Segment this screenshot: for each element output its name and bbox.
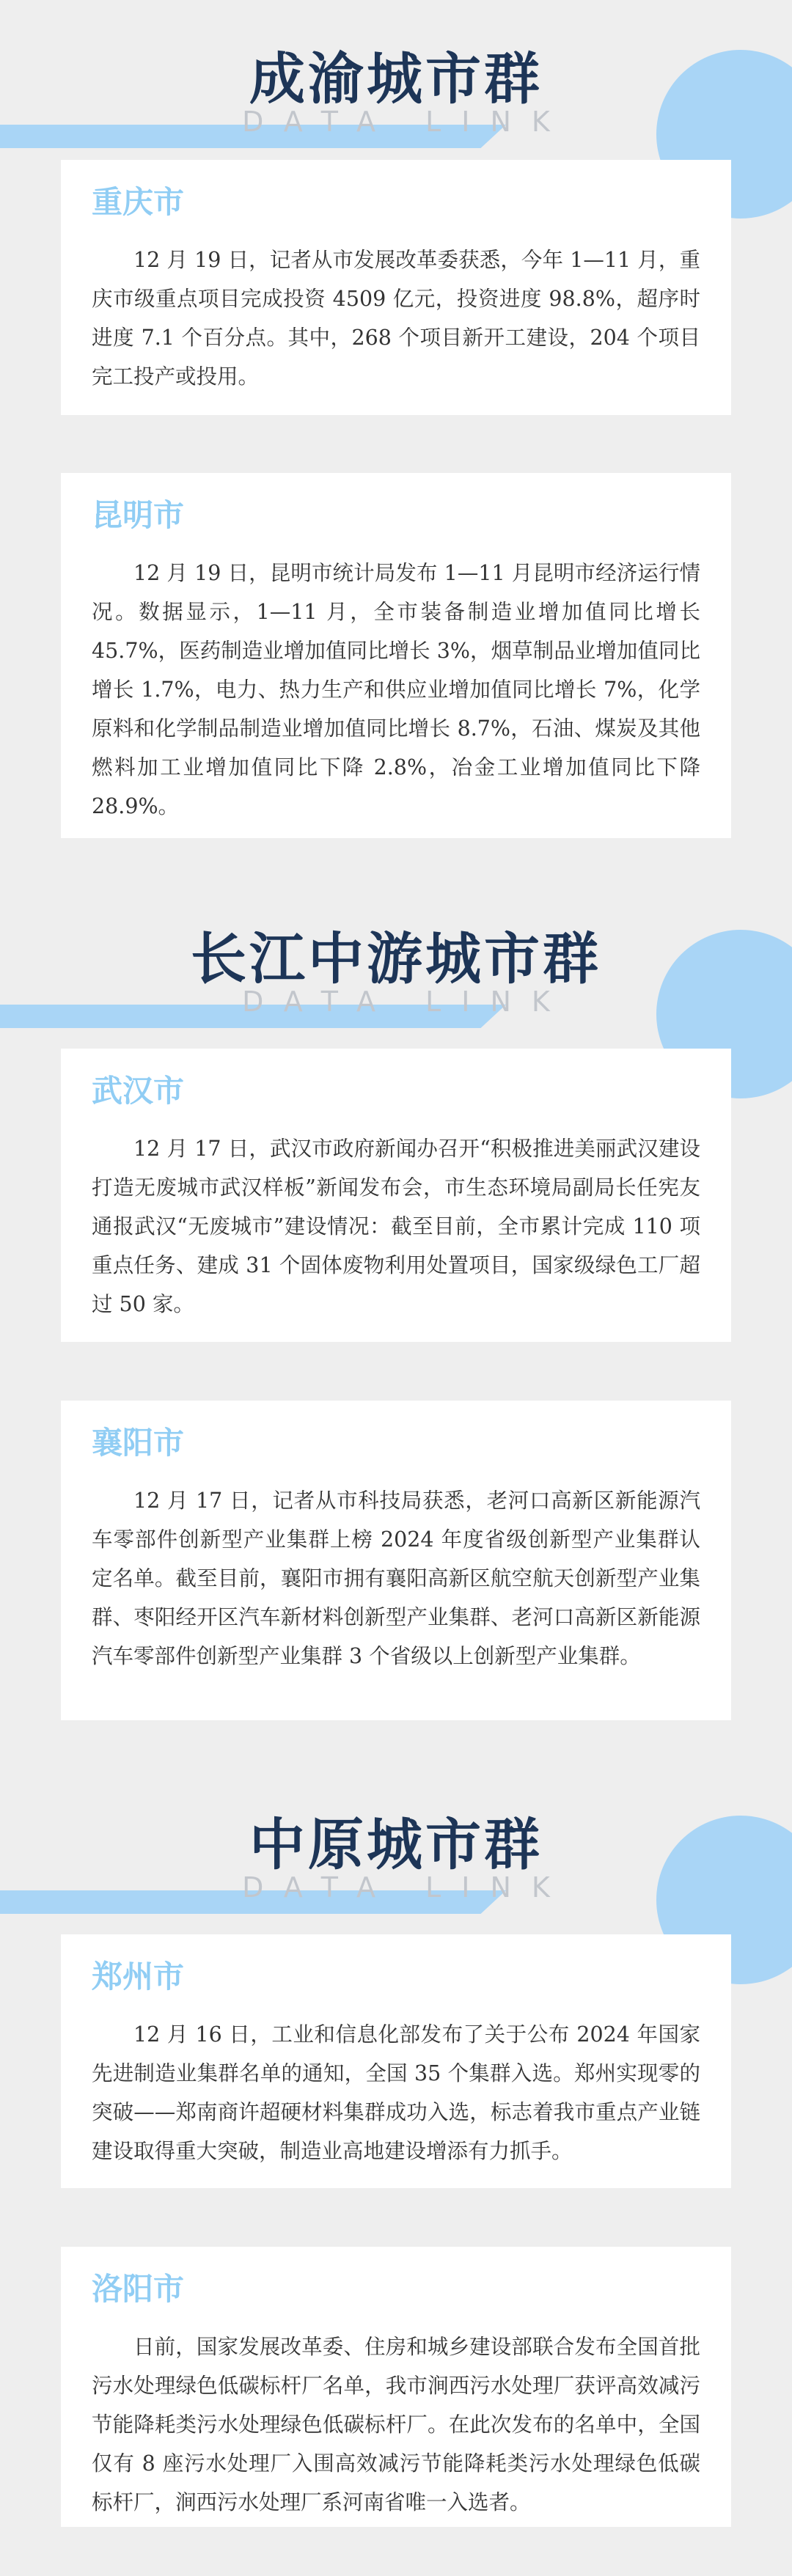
section-subtitle: DATA LINK (242, 106, 571, 138)
section-header-central-plains (0, 1808, 792, 1955)
card-body-text: 12 月 16 日，工业和信息化部发布了关于公布 2024 年国家先进制造业集群名单的通知，全国 35 个集群入选。郑州实现零的突破——郑南商许超硬材料集群成功入选，标志着我市重点产业链建设取得重大突破，制造业高地建设增添有力抓手。 (92, 2022, 700, 2163)
card-body-text: 日前，国家发展改革委、住房和城乡建设部联合发布全国首批污水处理绿色低碳标杆厂名单，我市涧西污水处理厂获评高效减污节能降耗类污水处理绿色低碳标杆厂。在此次发布的名单中，全国仅有 8 座污水处理厂入围高效减污节能降耗类污水处理绿色低碳标杆厂，涧西污水处理厂系河南省唯一入选者。 (92, 2335, 700, 2514)
news-card-luoyang (61, 2247, 731, 2527)
section-header-yangtze-middle (0, 922, 792, 1069)
card-body-text: 12 月 19 日，记者从市发展改革委获悉，今年 1—11 月，重庆市级重点项目完成投资 4509 亿元，投资进度 98.8%，超序时进度 7.1 个百分点。其中，268 个项目新开工建设，204 个项目完工投产或投用。 (92, 248, 700, 389)
section-subtitle: DATA LINK (242, 1871, 571, 1904)
section-title: 长江中游城市群 (191, 926, 601, 991)
card-city-title: 昆明市 (92, 497, 185, 533)
card-city-title: 襄阳市 (92, 1425, 185, 1461)
news-card-xiangyang (61, 1401, 731, 1720)
card-city-title: 重庆市 (92, 184, 185, 220)
news-card-kunming (61, 473, 731, 838)
card-city-title: 洛阳市 (92, 2271, 185, 2307)
news-card-wuhan (61, 1049, 731, 1342)
card-body-text: 12 月 19 日，昆明市统计局发布 1—11 月昆明市经济运行情况。数据显示，1—11 月，全市装备制造业增加值同比增长 45.7%，医药制造业增加值同比增长 3%，烟草制品业增加值同比增长 1.7%，电力、热力生产和供应业增加值同比增长 7%，化学原料和化学制品制造业增加值同比增长 8.7%，石油、煤炭及其他燃料加工业增加值同比下降 2.8%，冶金工业增加值同比下降 28.9%。 (92, 561, 700, 818)
card-body-text: 12 月 17 日，记者从市科技局获悉，老河口高新区新能源汽车零部件创新型产业集群上榜 2024 年度省级创新型产业集群认定名单。截至目前，襄阳市拥有襄阳高新区航空航天创新型产业集群、枣阳经开区汽车新材料创新型产业集群、老河口高新区新能源汽车零部件创新型产业集群 3 个省级以上创新型产业集群。 (92, 1489, 700, 1668)
card-city-title: 郑州市 (92, 1959, 185, 1995)
section-subtitle: DATA LINK (242, 986, 571, 1018)
card-city-title: 武汉市 (92, 1073, 185, 1109)
news-card-zhengzhou (61, 1934, 731, 2188)
card-body-text: 12 月 17 日，武汉市政府新闻办召开“积极推进美丽武汉建设 打造无废城市武汉样板”新闻发布会，市生态环境局副局长任宪友通报武汉“无废城市”建设情况：截至目前，全市累计完成 110 项重点任务、建成 31 个固体废物利用处置项目，国家级绿色工厂超过 50 家。 (92, 1137, 722, 1316)
section-title: 中原城市群 (249, 1812, 543, 1877)
section-title: 成渝城市群 (249, 46, 543, 111)
news-card-chongqing (61, 160, 731, 415)
